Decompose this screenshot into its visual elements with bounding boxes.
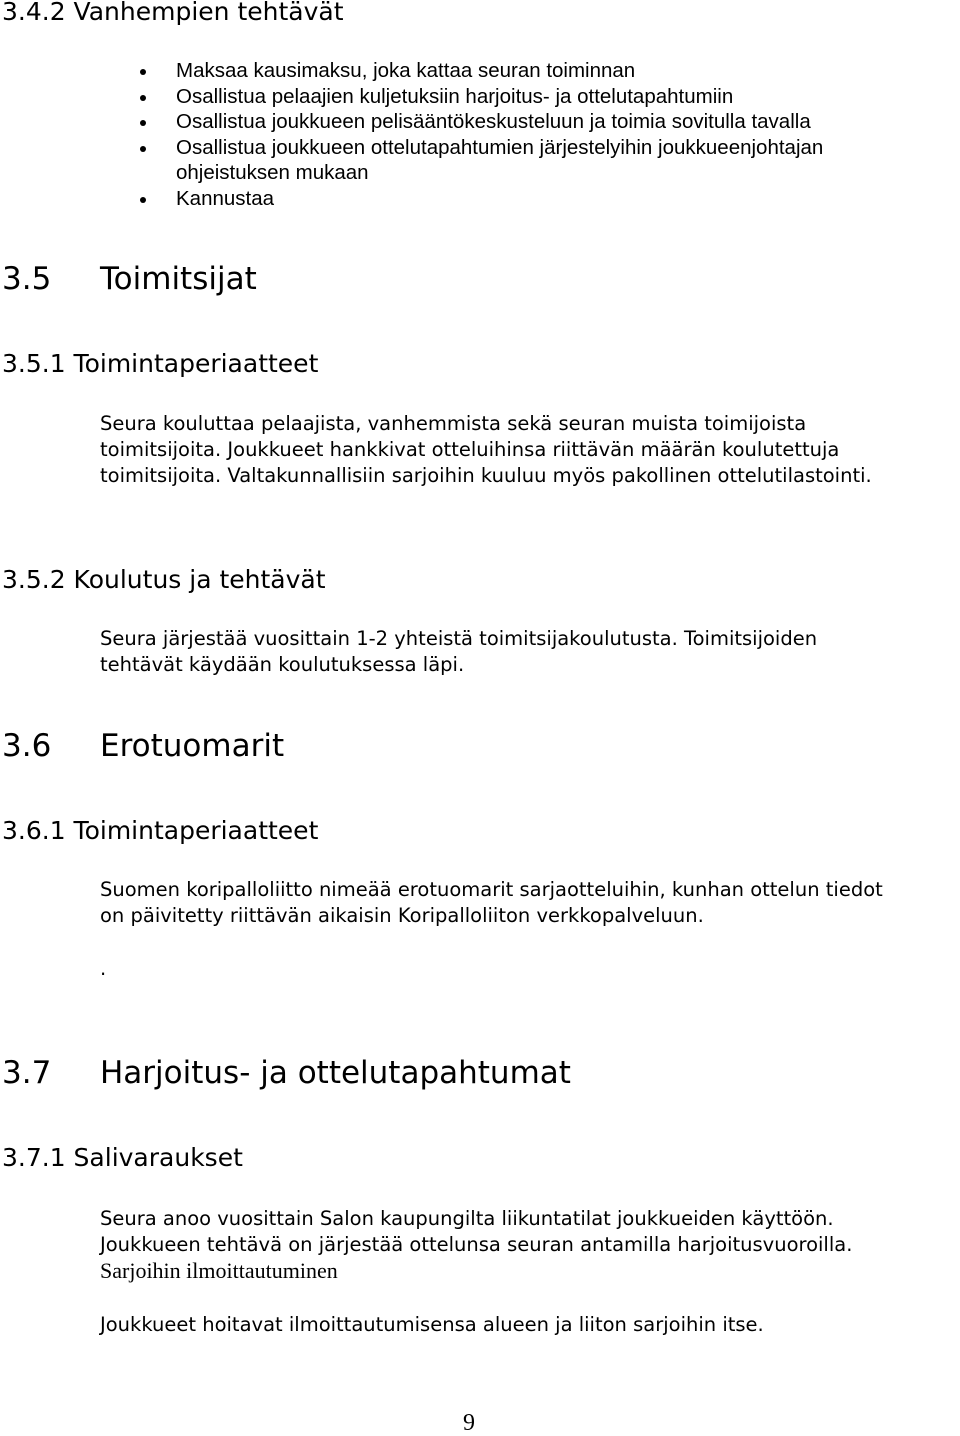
paragraph-line: toimitsijoita. Valtakunnallisiin sarjoihin kuuluu myös pakollinen ottelutilastointi. bbox=[100, 464, 872, 487]
page-number: 9 bbox=[463, 1410, 475, 1436]
bullet-icon bbox=[140, 197, 146, 203]
bullet-icon bbox=[140, 69, 146, 75]
paragraph-line: on päivitetty riittävän aikaisin Koripalloliiton verkkopalveluun. bbox=[100, 904, 704, 927]
heading-3-5-1: 3.5.1 Toimintaperiaatteet bbox=[2, 349, 319, 378]
paragraph-line: Joukkueen tehtävä on järjestää ottelunsa seuran antamilla harjoitusvuoroilla. bbox=[100, 1233, 853, 1256]
paragraph-line: toimitsijoita. Joukkueet hankkivat otteluihinsa riittävän määrän koulutettuja bbox=[100, 438, 840, 461]
heading-3-4-2: 3.4.2 Vanhempien tehtävät bbox=[2, 0, 344, 26]
parents-duties-list bbox=[0, 58, 956, 211]
paragraph-line: Seura kouluttaa pelaajista, vanhemmista sekä seuran muista toimijoista bbox=[100, 412, 807, 435]
list-item: Osallistua joukkueen ottelutapahtumien järjestelyihin joukkueenjohtajan bbox=[0, 135, 956, 161]
list-item: Maksaa kausimaksu, joka kattaa seuran toiminnan bbox=[0, 58, 956, 84]
paragraph-line: Seura anoo vuosittain Salon kaupungilta liikuntatilat joukkueiden käyttöön. bbox=[100, 1207, 834, 1230]
paragraph-line: tehtävät käydään koulutuksessa läpi. bbox=[100, 653, 465, 676]
paragraph-line: Suomen koripalloliitto nimeää erotuomarit sarjaotteluihin, kunhan ottelun tiedot bbox=[100, 878, 883, 901]
list-item: Osallistua pelaajien kuljetuksiin harjoitus- ja ottelutapahtumiin bbox=[0, 84, 956, 110]
paragraph-line: Seura järjestää vuosittain 1-2 yhteistä toimitsijakoulutusta. Toimitsijoiden bbox=[100, 627, 818, 650]
bullet-icon bbox=[140, 146, 146, 152]
bullet-icon bbox=[140, 95, 146, 101]
paragraph-line: Joukkueet hoitavat ilmoittautumisensa alueen ja liiton sarjoihin itse. bbox=[100, 1313, 764, 1336]
heading-3-5-2: 3.5.2 Koulutus ja tehtävät bbox=[2, 565, 326, 594]
list-item: Osallistua joukkueen pelisääntökeskusteluun ja toimia sovitulla tavalla bbox=[0, 109, 956, 135]
list-item: Kannustaa bbox=[0, 186, 956, 212]
subheading-registration: Sarjoihin ilmoittautuminen bbox=[100, 1258, 338, 1283]
bullet-icon bbox=[140, 120, 146, 126]
heading-3-7-1: 3.7.1 Salivaraukset bbox=[2, 1143, 243, 1172]
stray-period: . bbox=[100, 957, 107, 980]
list-item-continuation: ohjeistuksen mukaan bbox=[176, 161, 369, 184]
heading-3-6-1: 3.6.1 Toimintaperiaatteet bbox=[2, 816, 319, 845]
document-page: 3.4.2 Vanhempien tehtävät Maksaa kausimaksu, joka kattaa seuran toiminnan Osallistua pelaajien kuljetuksiin harjoitus- ja ottelutapahtumiin Osallistua joukkueen pelisääntökeskusteluun ja toimia sovitulla tavalla Osallistua joukkueen ottelutapahtumien järjestelyihin joukkueenjohtajan ohjeistuksen mukaan Kannustaa 3.5 Toimitsijat 3.5.1 Toimintaperiaatteet Seura kouluttaa pelaajista, vanhemmista sekä seuran muista toimijoista toimitsijoita. Joukkueet hankkivat otteluihinsa riittävän määrän koulutettuja toimitsijoita. Valtakunnallisiin sarjoihin kuuluu myös pakollinen ottelutilastointi. 3.5.2 Koulutus ja tehtävät Seura järjestää vuosittain 1-2 yhteistä toimitsijakoulutusta. Toimitsijoiden tehtävät käydään koulutuksessa läpi. 3.6 Erotuomarit 3.6.1 Toimintaperiaatteet Suomen koripalloliitto nimeää erotuomarit sarjaotteluihin, kunhan ottelun tiedot on päivitetty riittävän aikaisin Koripalloliiton verkkopalveluun. . 3.7 Harjoitus- ja ottelutapahtumat 3.7.1 Salivaraukset Seura anoo vuosittain Salon kaupungilta liikuntatilat joukkueiden käyttöön. Joukkueen tehtävä on järjestää ottelunsa seuran antamilla harjoitusvuoroilla. Sarjoihin ilmoittautuminen Joukkueet hoitavat ilmoittautumisensa alueen ja liiton sarjoihin itse. 9 bbox=[0, 0, 960, 1436]
